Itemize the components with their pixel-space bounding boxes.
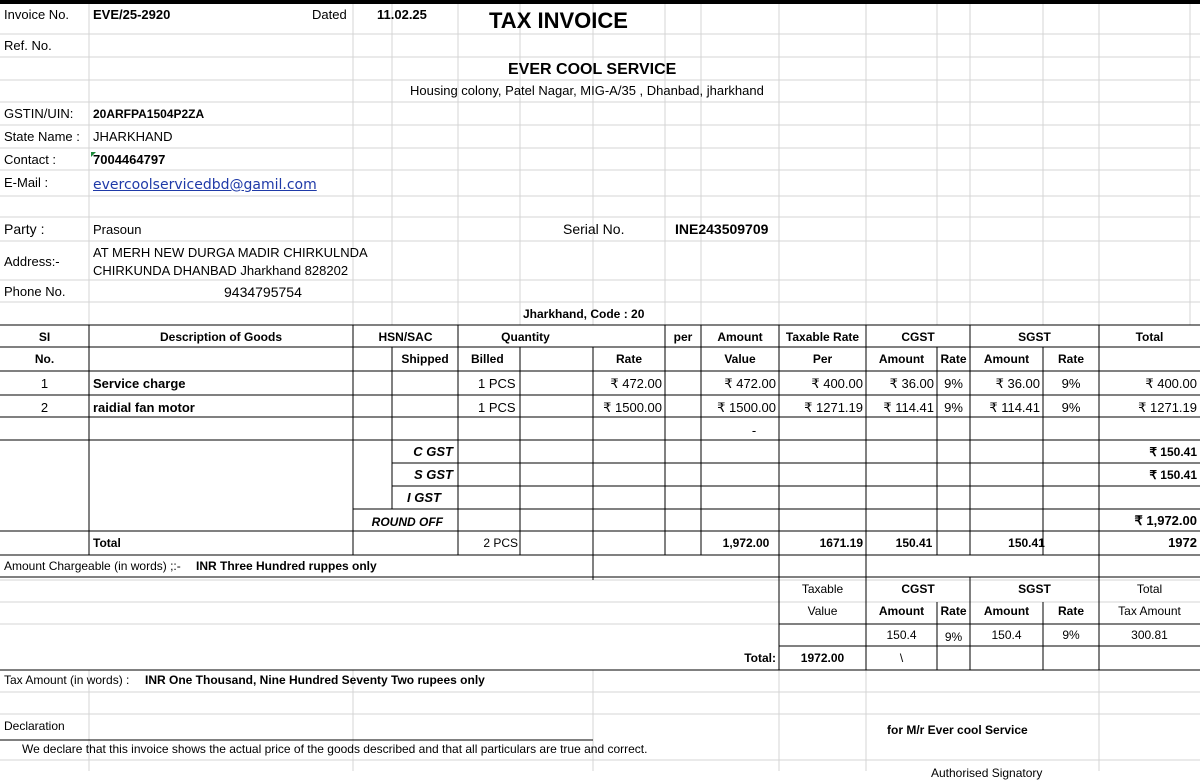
col-cgst-amount: Amount <box>878 352 925 366</box>
summary-total-tax[interactable]: 300.81 <box>1131 628 1168 642</box>
party-value[interactable]: Prasoun <box>93 222 142 237</box>
col-hsn-sac: HSN/SAC <box>378 330 433 344</box>
company-name: EVER COOL SERVICE <box>508 61 677 78</box>
summary-tax-amount-header: Tax Amount <box>1118 604 1181 618</box>
state-code: Jharkhand, Code : 20 <box>523 307 645 321</box>
col-cgst: CGST <box>901 330 935 344</box>
total-label: Total <box>93 536 121 550</box>
invoice-no-label: Invoice No. <box>4 7 70 22</box>
summary-sgst-rate-header: Rate <box>1057 604 1084 618</box>
summary-cgst-amount[interactable]: 150.4 <box>886 628 917 642</box>
summary-cgst-rate[interactable]: 9% <box>944 630 963 644</box>
col-no: No. <box>34 352 55 366</box>
address-line-2[interactable]: CHIRKUNDA DHANBAD Jharkhand 828202 <box>93 263 349 278</box>
row1-description[interactable]: Service charge <box>93 376 186 391</box>
col-shipped: Shipped <box>401 352 449 366</box>
row2-cgst-rate[interactable]: 9% <box>944 400 963 415</box>
row1-taxable[interactable]: ₹ 400.00 <box>811 376 863 391</box>
row2-sgst-amount[interactable]: ₹ 114.41 <box>989 400 1040 415</box>
dated-label: Dated <box>312 7 347 22</box>
dated-value[interactable]: 11.02.25 <box>377 7 427 22</box>
declaration-text: We declare that this invoice shows the actual price of the goods described and that all particulars are true and correct. <box>22 742 648 756</box>
summary-sgst-amount[interactable]: 150.4 <box>991 628 1022 642</box>
summary-value-header: Value <box>807 604 838 618</box>
state-name-value[interactable]: JHARKHAND <box>93 129 173 144</box>
row2-sgst-rate[interactable]: 9% <box>1061 400 1081 415</box>
summary-stray-backslash: \ <box>899 651 904 665</box>
email-label: E-Mail : <box>4 175 49 190</box>
row1-sgst-amount[interactable]: ₹ 36.00 <box>995 376 1040 391</box>
igst-label: I GST <box>407 490 441 505</box>
total-taxable[interactable]: 1671.19 <box>819 536 863 550</box>
col-per-2: Per <box>812 352 833 366</box>
amount-chargeable-words[interactable]: INR Three Hundred ruppes only <box>196 559 377 573</box>
row1-sgst-rate[interactable]: 9% <box>1061 376 1081 391</box>
row2-taxable[interactable]: ₹ 1271.19 <box>804 400 863 415</box>
total-sgst[interactable]: 150.41 <box>1008 536 1045 550</box>
summary-sgst-header: SGST <box>1018 582 1051 596</box>
cgst-total[interactable]: ₹ 150.41 <box>1149 445 1197 459</box>
phone-value[interactable]: 9434795754 <box>224 284 302 300</box>
col-taxable-rate: Taxable Rate <box>785 330 860 344</box>
amount-chargeable-label: Amount Chargeable (in words) ;:- <box>4 559 181 573</box>
window-top-border <box>0 0 1200 4</box>
row2-cgst-amount[interactable]: ₹ 114.41 <box>883 400 934 415</box>
col-description: Description of Goods <box>159 330 282 344</box>
col-quantity: Quantity <box>501 330 550 344</box>
roundoff-label: ROUND OFF <box>371 515 443 529</box>
summary-cgst-rate-header: Rate <box>940 604 967 618</box>
contact-label: Contact : <box>4 152 57 167</box>
col-amount: Amount <box>717 330 763 344</box>
grand-total[interactable]: 1972 <box>1168 535 1197 550</box>
col-sgst-rate: Rate <box>1057 352 1084 366</box>
row2-billed[interactable]: 1 PCS <box>478 400 516 415</box>
email-link[interactable]: evercoolservicedbd@gamil.com <box>93 177 317 193</box>
summary-taxable-header: Taxable <box>801 582 844 596</box>
summary-cgst-header: CGST <box>901 582 935 596</box>
summary-total-value[interactable]: 1972.00 <box>800 651 845 665</box>
ref-no-label: Ref. No. <box>4 38 52 53</box>
col-si: SI <box>38 330 51 344</box>
sgst-total[interactable]: ₹ 150.41 <box>1149 468 1197 482</box>
col-cgst-rate: Rate <box>940 352 967 366</box>
for-company-label: for M/r Ever cool Service <box>887 723 1028 737</box>
empty-dash: - <box>751 423 757 438</box>
row1-billed[interactable]: 1 PCS <box>478 376 516 391</box>
col-value: Value <box>724 352 756 366</box>
summary-total-header: Total <box>1136 582 1163 596</box>
invoice-no-value[interactable]: EVE/25-2920 <box>93 7 171 22</box>
total-value[interactable]: 1,972.00 <box>722 536 770 550</box>
address-line-1[interactable]: AT MERH NEW DURGA MADIR CHIRKULNDA <box>93 245 368 260</box>
row2-total[interactable]: ₹ 1271.19 <box>1138 400 1197 415</box>
authorised-signatory: Authorised Signatory <box>931 766 1043 780</box>
col-per: per <box>673 330 693 344</box>
col-total: Total <box>1135 330 1164 344</box>
company-address: Housing colony, Patel Nagar, MIG-A/35 , Dhanbad, jharkhand <box>410 83 764 98</box>
row2-rate[interactable]: ₹ 1500.00 <box>603 400 662 415</box>
col-sgst: SGST <box>1018 330 1051 344</box>
address-label: Address:- <box>4 254 60 269</box>
serial-no-value[interactable]: INE243509709 <box>675 221 769 237</box>
summary-sgst-amount-header: Amount <box>983 604 1030 618</box>
total-cgst[interactable]: 150.41 <box>895 536 933 550</box>
col-sgst-amount: Amount <box>983 352 1030 366</box>
row1-total[interactable]: ₹ 400.00 <box>1145 376 1197 391</box>
cgst-label: C GST <box>413 444 453 459</box>
serial-no-label: Serial No. <box>563 221 625 237</box>
row1-value[interactable]: ₹ 472.00 <box>724 376 776 391</box>
sgst-label: S GST <box>413 467 453 482</box>
total-qty[interactable]: 2 PCS <box>483 536 518 550</box>
row1-rate[interactable]: ₹ 472.00 <box>610 376 662 391</box>
phone-label: Phone No. <box>4 284 66 299</box>
tax-amount-words[interactable]: INR One Thousand, Nine Hundred Seventy Two rupees only <box>145 673 485 687</box>
summary-sgst-rate[interactable]: 9% <box>1062 628 1080 642</box>
col-billed: Billed <box>471 352 504 366</box>
gstin-label: GSTIN/UIN: <box>4 106 74 121</box>
party-label: Party : <box>4 221 45 237</box>
col-rate: Rate <box>615 352 642 366</box>
declaration-label: Declaration <box>4 719 65 733</box>
row2-no: 2 <box>40 400 49 415</box>
tax-words-label: Tax Amount (in words) : <box>4 673 130 687</box>
summary-cgst-amount-header: Amount <box>878 604 925 618</box>
gstin-value[interactable]: 20ARFPA1504P2ZA <box>93 107 205 121</box>
row1-no: 1 <box>40 376 49 391</box>
contact-value[interactable]: 7004464797 <box>93 152 166 167</box>
summary-total-label: Total: <box>744 651 776 665</box>
row1-cgst-amount[interactable]: ₹ 36.00 <box>889 376 934 391</box>
roundoff-total[interactable]: ₹ 1,972.00 <box>1134 513 1197 528</box>
state-name-label: State Name : <box>4 129 80 144</box>
row1-cgst-rate[interactable]: 9% <box>944 376 963 391</box>
row2-description[interactable]: raidial fan motor <box>93 400 195 415</box>
row2-value[interactable]: ₹ 1500.00 <box>717 400 776 415</box>
invoice-title: TAX INVOICE <box>489 8 628 33</box>
